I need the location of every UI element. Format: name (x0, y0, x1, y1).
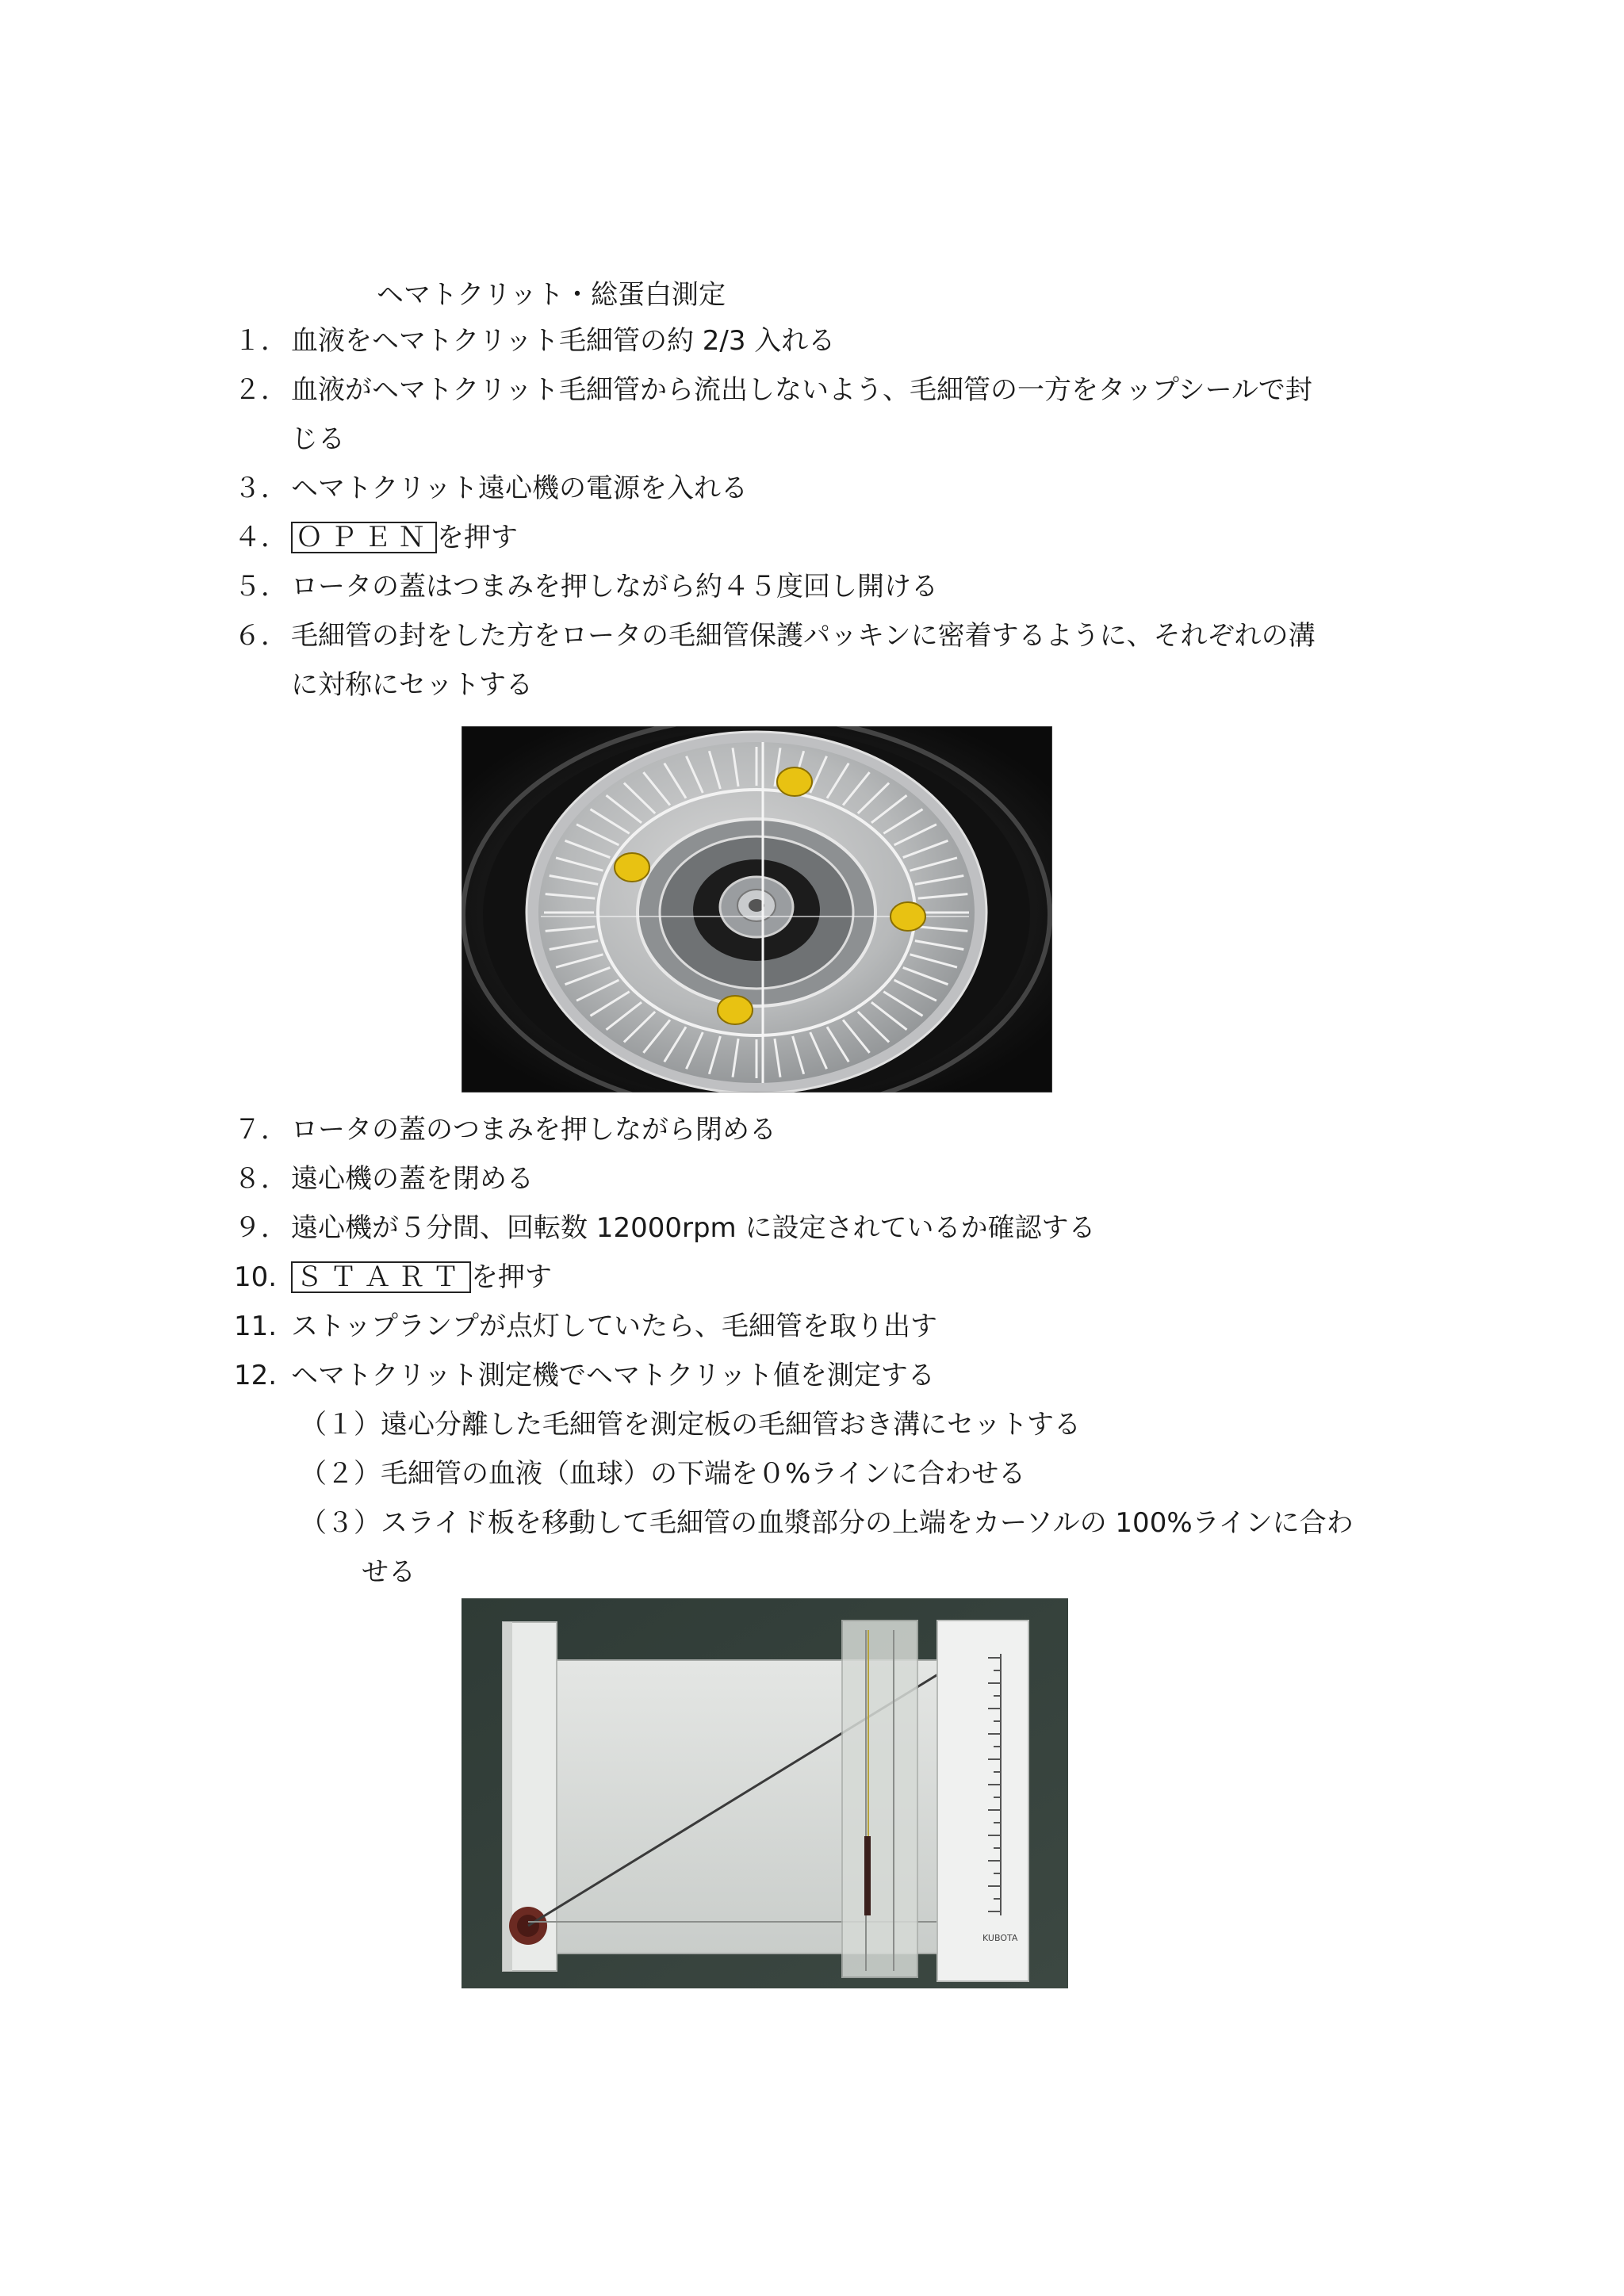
step-9 (234, 1212, 1095, 1244)
substep-1: （１）遠心分離した毛細管を測定板の毛細管おき溝にセットする (300, 1409, 1081, 1441)
step-7 (234, 1114, 776, 1146)
step-number: 10. (234, 1261, 278, 1293)
step-text: ヘマトクリット遠心機の電源を入れる (291, 473, 748, 504)
step-text: ロータの蓋のつまみを押しながら閉める (291, 1114, 776, 1146)
step-number: ６． (234, 620, 288, 652)
step-2-continuation: じる (291, 423, 345, 455)
document-title: ヘマトクリット・総蛋白測定 (377, 279, 726, 311)
step-6 (234, 620, 1316, 652)
step-text: 遠心機の蓋を閉める (291, 1163, 534, 1195)
step-number: ３． (234, 473, 288, 504)
step-10 (234, 1261, 552, 1293)
step-number: １． (234, 325, 288, 357)
centrifuge-rotor-photo (462, 726, 1052, 1093)
capillary-seal-yellow (891, 902, 925, 931)
capillary-seal-yellow (615, 853, 649, 882)
step-number: ５． (234, 571, 288, 603)
step-11 (234, 1311, 937, 1342)
step-text: ストップランプが点灯していたら、毛細管を取り出す (291, 1311, 937, 1342)
substep-2: （２）毛細管の血液（血球）の下端を０%ラインに合わせる (300, 1458, 1026, 1490)
capillary-seal-yellow (777, 767, 812, 796)
step-6-continuation: に対称にセットする (291, 669, 533, 701)
start-button-label: ＳＴＡＲＴ (291, 1261, 471, 1293)
step-1 (234, 325, 835, 357)
open-button-label: ＯＰＥＮ (291, 522, 437, 553)
step-number: 11. (234, 1311, 278, 1342)
substep-3-continuation: せる (362, 1556, 416, 1588)
substep-3: （３）スライド板を移動して毛細管の血漿部分の上端をカーソルの 100%ラインに合わ (300, 1507, 1354, 1539)
step-number: ８． (234, 1163, 288, 1195)
step-4 (234, 522, 518, 553)
step-12 (234, 1360, 935, 1391)
step-text: ヘマトクリット測定機でヘマトクリット値を測定する (291, 1360, 935, 1391)
step-text: を押す (437, 522, 518, 553)
step-3 (234, 473, 748, 504)
step-number: ４． (234, 522, 288, 553)
step-number: ９． (234, 1212, 288, 1244)
step-8 (234, 1163, 534, 1195)
step-2 (234, 374, 1312, 406)
step-text: 毛細管の封をした方をロータの毛細管保護パッキンに密着するように、それぞれの溝 (291, 620, 1316, 652)
step-text: 血液がヘマトクリット毛細管から流出しないよう、毛細管の一方をタップシールで封 (291, 374, 1312, 406)
step-5 (234, 571, 938, 603)
step-text: ロータの蓋はつまみを押しながら約４５度回し開ける (291, 571, 938, 603)
step-number: 12. (234, 1360, 278, 1391)
step-number: ２． (234, 374, 288, 406)
step-number: ７． (234, 1114, 288, 1146)
reader-brand-label: KUBOTA (982, 1933, 1018, 1943)
capillary-seal-yellow (718, 996, 753, 1024)
step-text: を押す (471, 1261, 552, 1293)
step-text: 血液をヘマトクリット毛細管の約 2/3 入れる (291, 325, 836, 357)
hematocrit-reader-photo (462, 1598, 1068, 1988)
step-text: 遠心機が５分間、回転数 12000rpm に設定されているか確認する (291, 1212, 1096, 1244)
